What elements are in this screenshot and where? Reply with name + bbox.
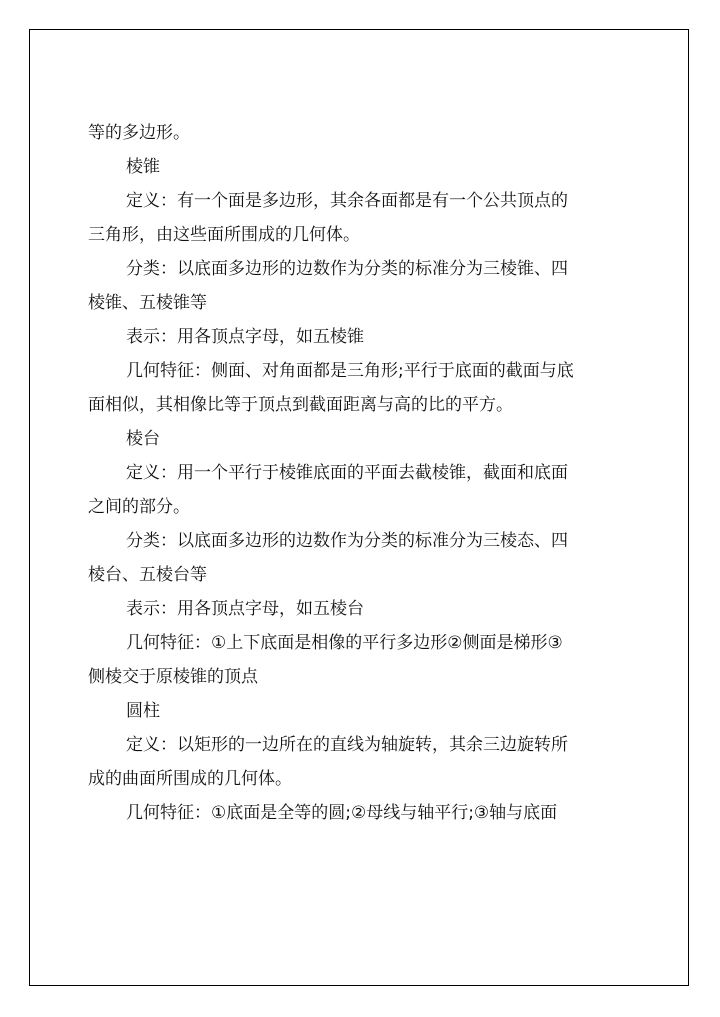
section-heading-pyramid: 棱锥 xyxy=(126,157,160,177)
section-heading-frustum: 棱台 xyxy=(126,429,160,449)
text-line: 定义：用一个平行于棱锥底面的平面去截棱锥，截面和底面 xyxy=(126,463,568,483)
document-page xyxy=(29,29,689,986)
text-line: 面相似，其相像比等于顶点到截面距离与高的比的平方。 xyxy=(88,395,513,415)
text-line: 之间的部分。 xyxy=(88,497,190,517)
text-line: 几何特征：侧面、对角面都是三角形;平行于底面的截面与底 xyxy=(126,361,574,381)
text-line: 成的曲面所围成的几何体。 xyxy=(88,769,292,789)
text-line: 分类：以底面多边形的边数作为分类的标准分为三棱态、四 xyxy=(126,531,568,551)
text-line: 表示：用各顶点字母，如五棱台 xyxy=(126,599,364,619)
text-line: 棱台、五棱台等 xyxy=(88,565,207,585)
document-body xyxy=(88,116,664,830)
text-line: 侧棱交于原棱锥的顶点 xyxy=(88,667,258,687)
text-line: 分类：以底面多边形的边数作为分类的标准分为三棱锥、四 xyxy=(126,259,568,279)
text-line: 等的多边形。 xyxy=(88,123,190,143)
text-line: 几何特征：①上下底面是相像的平行多边形②侧面是梯形③ xyxy=(126,633,563,653)
section-heading-cylinder: 圆柱 xyxy=(126,701,160,721)
text-line: 几何特征：①底面是全等的圆;②母线与轴平行;③轴与底面 xyxy=(126,803,558,823)
text-line: 棱锥、五棱锥等 xyxy=(88,293,207,313)
text-line: 定义：以矩形的一边所在的直线为轴旋转，其余三边旋转所 xyxy=(126,735,568,755)
text-line: 三角形，由这些面所围成的几何体。 xyxy=(88,225,360,245)
text-line: 定义：有一个面是多边形，其余各面都是有一个公共顶点的 xyxy=(126,191,568,211)
text-line: 表示：用各顶点字母，如五棱锥 xyxy=(126,327,364,347)
